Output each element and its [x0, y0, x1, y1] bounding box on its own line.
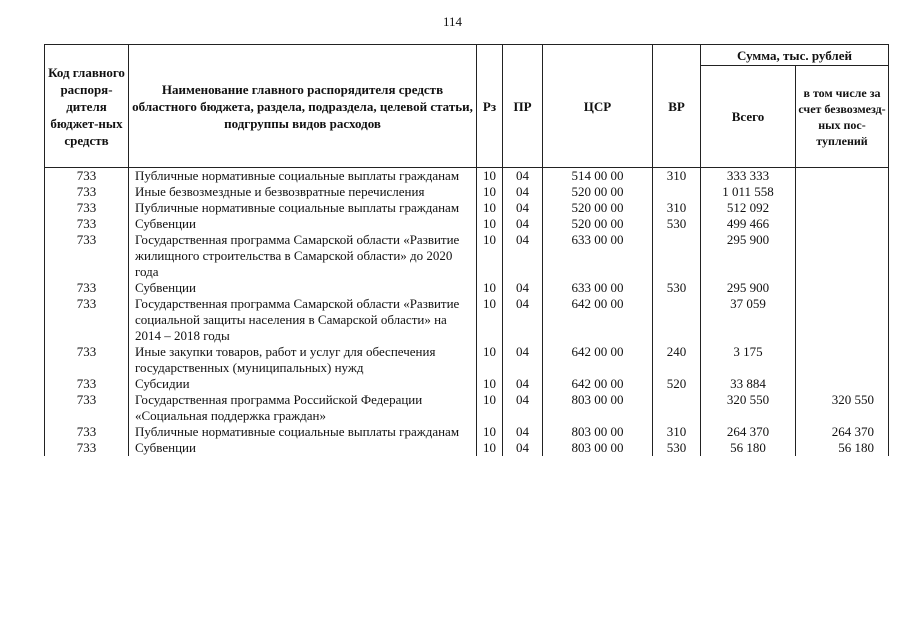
- cell-total: 33 884: [701, 376, 796, 392]
- header-free: в том числе за счет безвозмезд-ных пос-туплений: [796, 66, 889, 168]
- cell-csr: 633 00 00: [543, 232, 653, 280]
- cell-rz: 10: [477, 216, 503, 232]
- cell-csr: 514 00 00: [543, 168, 653, 185]
- cell-vr: 520: [653, 376, 701, 392]
- cell-free: [796, 216, 889, 232]
- cell-vr: 530: [653, 440, 701, 456]
- header-total: Всего: [701, 66, 796, 168]
- cell-total: 3 175: [701, 344, 796, 376]
- cell-rz: 10: [477, 344, 503, 376]
- cell-name: Публичные нормативные социальные выплаты гражданам: [129, 168, 477, 185]
- cell-pr: 04: [503, 376, 543, 392]
- table-row: [45, 280, 889, 296]
- cell-total: 320 550: [701, 392, 796, 424]
- cell-name: Государственная программа Самарской области «Развитие жилищного строительства в Самарской области» до 2020 года: [129, 232, 477, 280]
- cell-total: 499 466: [701, 216, 796, 232]
- cell-csr: 520 00 00: [543, 184, 653, 200]
- cell-pr: 04: [503, 216, 543, 232]
- cell-rz: 10: [477, 200, 503, 216]
- cell-free: 264 370: [796, 424, 889, 440]
- cell-pr: 04: [503, 280, 543, 296]
- cell-csr: 642 00 00: [543, 344, 653, 376]
- cell-name: Субвенции: [129, 216, 477, 232]
- cell-vr: 310: [653, 168, 701, 185]
- header-vr: ВР: [653, 45, 701, 168]
- cell-total: 512 092: [701, 200, 796, 216]
- cell-pr: 04: [503, 424, 543, 440]
- cell-csr: 642 00 00: [543, 376, 653, 392]
- budget-table: [44, 44, 889, 456]
- cell-vr: [653, 232, 701, 280]
- cell-total: 333 333: [701, 168, 796, 185]
- cell-csr: 803 00 00: [543, 392, 653, 424]
- table-row: [45, 392, 889, 424]
- table-row: [45, 184, 889, 200]
- cell-pr: 04: [503, 168, 543, 185]
- table-row: [45, 440, 889, 456]
- table-row: [45, 216, 889, 232]
- cell-pr: 04: [503, 232, 543, 280]
- cell-free: [796, 232, 889, 280]
- cell-code: 733: [45, 344, 129, 376]
- table-header: [45, 45, 889, 168]
- cell-rz: 10: [477, 296, 503, 344]
- cell-csr: 642 00 00: [543, 296, 653, 344]
- cell-pr: 04: [503, 440, 543, 456]
- cell-name: Субвенции: [129, 280, 477, 296]
- cell-pr: 04: [503, 392, 543, 424]
- cell-free: [796, 296, 889, 344]
- cell-vr: 530: [653, 216, 701, 232]
- table-row: [45, 168, 889, 185]
- cell-pr: 04: [503, 296, 543, 344]
- cell-code: 733: [45, 296, 129, 344]
- cell-name: Публичные нормативные социальные выплаты гражданам: [129, 200, 477, 216]
- page-number: 114: [442, 14, 463, 29]
- header-code: Код главного распоря-дителя бюджет-ных средств: [45, 45, 129, 168]
- cell-name: Публичные нормативные социальные выплаты гражданам: [129, 424, 477, 440]
- cell-total: 295 900: [701, 280, 796, 296]
- cell-free: [796, 184, 889, 200]
- table-row: [45, 232, 889, 280]
- header-name: Наименование главного распорядителя средств областного бюджета, раздела, подраздела, целевой статьи, подгруппы видов расходов: [129, 45, 477, 168]
- cell-rz: 10: [477, 392, 503, 424]
- cell-total: 56 180: [701, 440, 796, 456]
- cell-free: [796, 168, 889, 185]
- cell-code: 733: [45, 424, 129, 440]
- cell-free: 56 180: [796, 440, 889, 456]
- header-sum-group: Сумма, тыс. рублей: [701, 45, 889, 66]
- cell-rz: 10: [477, 280, 503, 296]
- cell-name: Государственная программа Российской Федерации «Социальная поддержка граждан»: [129, 392, 477, 424]
- cell-free: [796, 344, 889, 376]
- cell-rz: 10: [477, 376, 503, 392]
- cell-pr: 04: [503, 184, 543, 200]
- cell-vr: 310: [653, 424, 701, 440]
- cell-code: 733: [45, 168, 129, 185]
- cell-vr: [653, 296, 701, 344]
- cell-code: 733: [45, 376, 129, 392]
- table-row: [45, 296, 889, 344]
- header-rz: Рз: [477, 45, 503, 168]
- table-body: [45, 168, 889, 457]
- cell-free: [796, 280, 889, 296]
- cell-code: 733: [45, 232, 129, 280]
- cell-total: 1 011 558: [701, 184, 796, 200]
- cell-code: 733: [45, 392, 129, 424]
- cell-code: 733: [45, 200, 129, 216]
- cell-rz: 10: [477, 232, 503, 280]
- cell-vr: [653, 184, 701, 200]
- cell-pr: 04: [503, 200, 543, 216]
- cell-csr: 520 00 00: [543, 200, 653, 216]
- table-row: [45, 376, 889, 392]
- cell-name: Государственная программа Самарской области «Развитие социальной защиты населения в Самарской области» на 2014 – 2018 годы: [129, 296, 477, 344]
- cell-code: 733: [45, 184, 129, 200]
- cell-csr: 520 00 00: [543, 216, 653, 232]
- cell-vr: 240: [653, 344, 701, 376]
- cell-rz: 10: [477, 424, 503, 440]
- cell-total: 37 059: [701, 296, 796, 344]
- cell-free: [796, 200, 889, 216]
- cell-name: Иные закупки товаров, работ и услуг для обеспечения государственных (муниципальных) нужд: [129, 344, 477, 376]
- table-row: [45, 344, 889, 376]
- cell-total: 295 900: [701, 232, 796, 280]
- cell-csr: 803 00 00: [543, 424, 653, 440]
- table-row: [45, 200, 889, 216]
- table-row: [45, 424, 889, 440]
- cell-vr: 530: [653, 280, 701, 296]
- cell-csr: 803 00 00: [543, 440, 653, 456]
- cell-code: 733: [45, 280, 129, 296]
- cell-code: 733: [45, 216, 129, 232]
- cell-code: 733: [45, 440, 129, 456]
- cell-rz: 10: [477, 184, 503, 200]
- cell-name: Иные безвозмездные и безвозвратные перечисления: [129, 184, 477, 200]
- cell-vr: [653, 392, 701, 424]
- cell-total: 264 370: [701, 424, 796, 440]
- cell-rz: 10: [477, 168, 503, 185]
- header-pr: ПР: [503, 45, 543, 168]
- cell-rz: 10: [477, 440, 503, 456]
- cell-pr: 04: [503, 344, 543, 376]
- header-csr: ЦСР: [543, 45, 653, 168]
- cell-vr: 310: [653, 200, 701, 216]
- cell-free: 320 550: [796, 392, 889, 424]
- cell-free: [796, 376, 889, 392]
- cell-name: Субвенции: [129, 440, 477, 456]
- cell-name: Субсидии: [129, 376, 477, 392]
- cell-csr: 633 00 00: [543, 280, 653, 296]
